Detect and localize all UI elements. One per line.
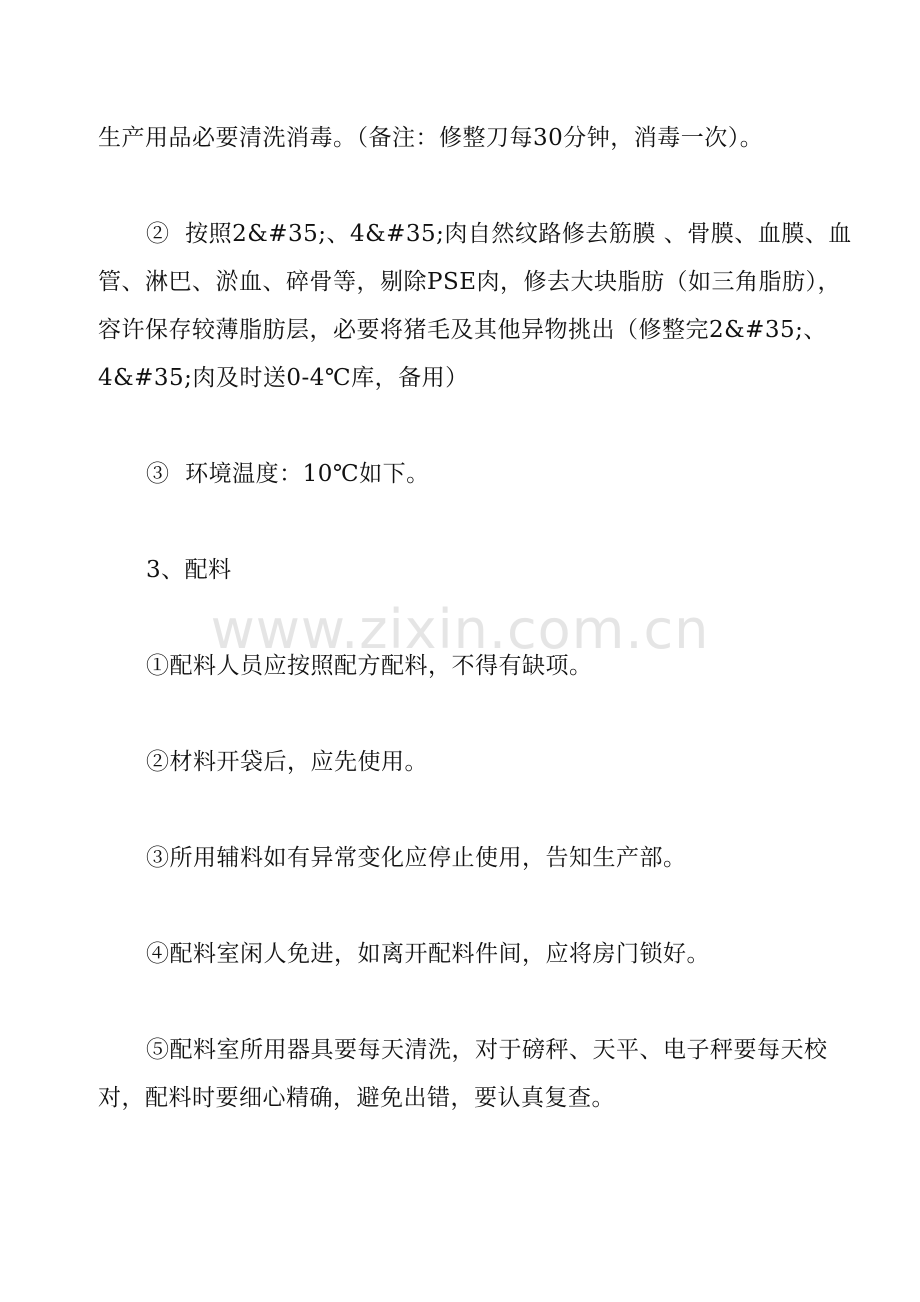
paragraph-ingredient-rule-5: ⑤配料室所用器具要每天清洗，对于磅秤、天平、电子秤要每天校对，配料时要细心精确，避免出错，要认真复查。 — [98, 1037, 828, 1111]
paragraph-sanitize-tools: 生产用品必要清洗消毒。（备注：修整刀每30分钟，消毒一次）。 — [98, 125, 764, 151]
paragraph-ingredient-rule-2: ②材料开袋后，应先使用。 — [146, 749, 428, 775]
paragraph-ingredient-rule-4: ④配料室闲人免进，如离开配料件间，应将房门锁好。 — [146, 941, 710, 967]
section-heading-ingredients: 3、配料 — [146, 557, 232, 583]
paragraph-ingredient-rule-3: ③所用辅料如有异常变化应停止使用，告知生产部。 — [146, 845, 687, 871]
paragraph-trim-meat: ② 按照2&#35;、4&#35;肉自然纹路修去筋膜 、骨膜、血膜、血管、淋巴、淤血、碎骨等，剔除PSE肉，修去大块脂肪（如三角脂肪），容许保存较薄脂肪层，必要将猪毛及其他异物挑出（修整完2&#35;、4&#35;肉及时送0-4℃库，备用） — [98, 221, 852, 391]
paragraph-environment-temperature: ③ 环境温度：10℃如下。 — [146, 461, 430, 487]
paragraph-ingredient-rule-1: ①配料人员应按照配方配料，不得有缺项。 — [146, 653, 593, 679]
watermark: www.zixin.com.cn — [210, 598, 710, 661]
